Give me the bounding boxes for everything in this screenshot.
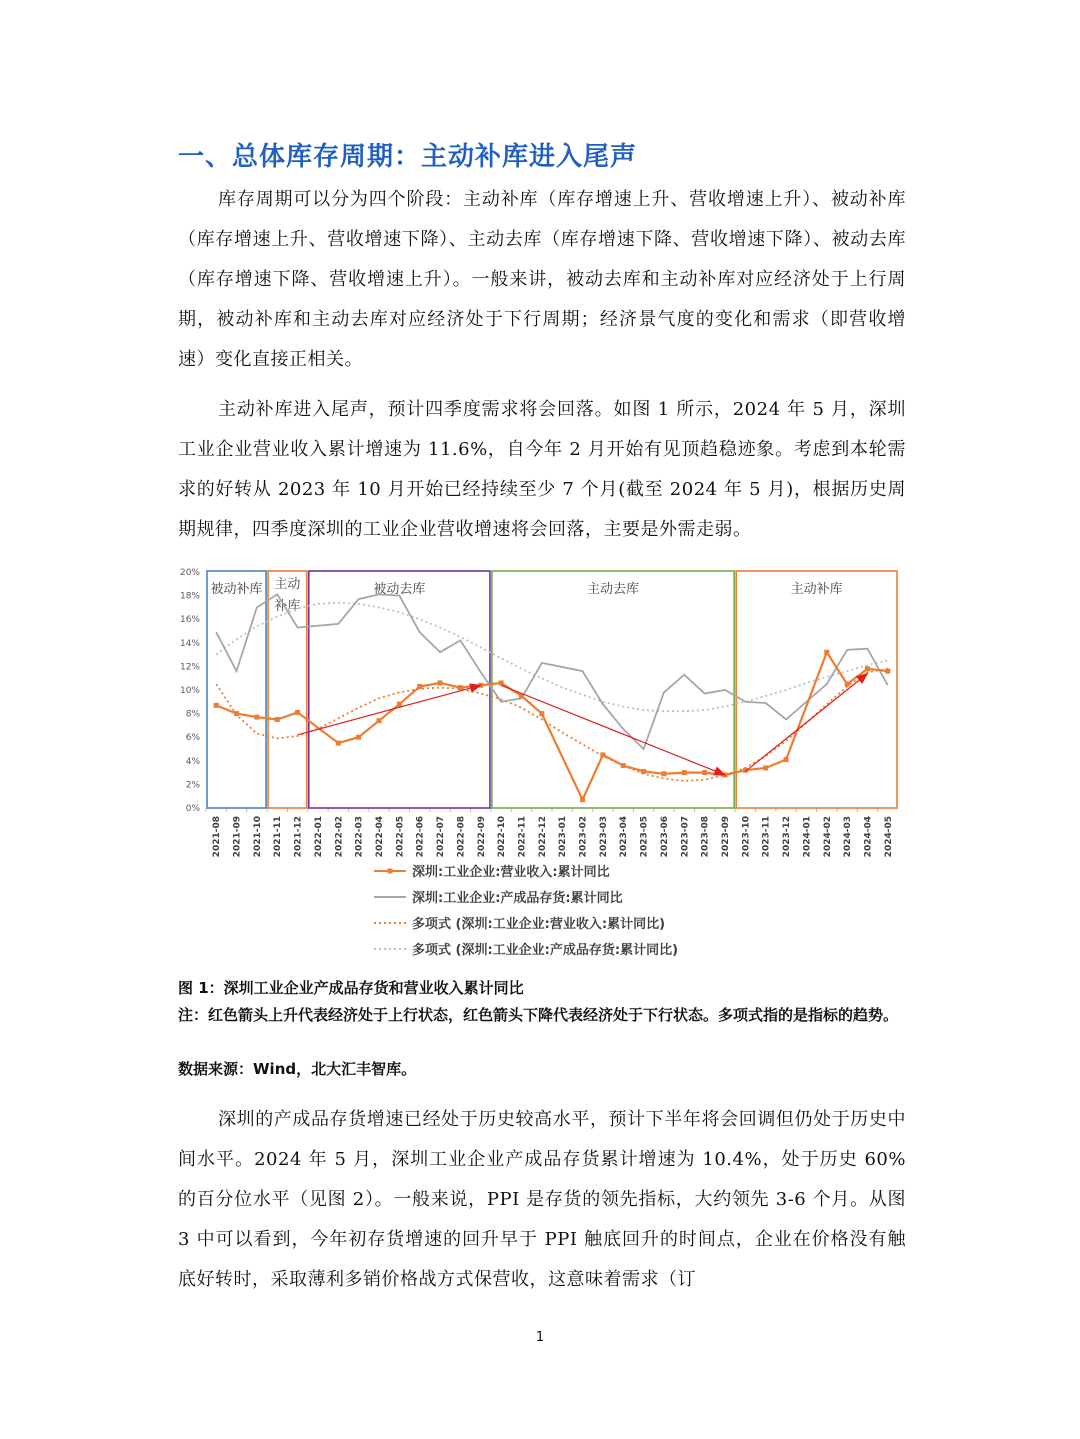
- revenue-point: [377, 718, 382, 723]
- x-tick-label: 2021-10: [252, 816, 263, 858]
- revenue-point: [702, 770, 707, 775]
- x-tick-label: 2023-04: [619, 816, 630, 858]
- revenue-point: [539, 711, 544, 716]
- revenue-point: [275, 717, 280, 722]
- x-tick-label: 2023-10: [741, 816, 752, 858]
- x-tick-label: 2022-06: [415, 816, 426, 858]
- phase-label: 被动补库: [210, 582, 263, 597]
- y-tick-label: 20%: [179, 568, 200, 578]
- x-tick-label: 2023-11: [761, 816, 772, 858]
- revenue-point: [356, 735, 361, 740]
- paragraph-inventory-level: 深圳的产成品存货增速已经处于历史较高水平，预计下半年将会回调但仍处于历史中间水平。2024 年 5 月，深圳工业企业产成品存货累计增速为 10.4%，处于历史 60%的百分位水平（见图 2）。一般来说，PPI 是存货的领先指标，大约领先 3-6 个月。从图 3 中可以看到，今年初存货增速的回升早于 PPI 触底回升的时间点，企业在价格没有触底好转时，采取薄利多销价格战方式保营收，这意味着需求（订: [178, 1109, 906, 1290]
- x-tick-label: 2021-08: [212, 816, 223, 858]
- x-tick-label: 2021-11: [273, 816, 284, 858]
- trend-arrow-up: [745, 673, 867, 771]
- x-tick-label: 2023-07: [680, 816, 691, 858]
- revenue-point: [600, 752, 605, 757]
- section-heading: 一、总体库存周期：主动补库进入尾声: [178, 142, 638, 172]
- revenue-point: [234, 711, 239, 716]
- revenue-point: [885, 669, 890, 674]
- x-tick-label: 2021-09: [232, 816, 243, 858]
- legend-label: 深圳:工业企业:营业收入:累计同比: [412, 865, 610, 880]
- phase-label: 主动: [274, 577, 301, 592]
- chart-figure-1: [176, 558, 906, 973]
- x-tick-label: 2022-08: [456, 816, 467, 858]
- revenue-point: [824, 650, 829, 655]
- revenue-point: [254, 715, 259, 720]
- legend-label: 多项式 (深圳:工业企业:产成品存货:累计同比): [412, 943, 679, 958]
- x-tick-label: 2023-08: [700, 816, 711, 858]
- phase-box: [736, 571, 897, 808]
- y-tick-label: 18%: [179, 591, 200, 602]
- revenue-line: [216, 652, 888, 800]
- revenue-point: [458, 685, 463, 690]
- x-tick-label: 2024-03: [843, 816, 854, 858]
- phase-label: 主动去库: [587, 582, 640, 597]
- y-tick-label: 10%: [179, 686, 200, 696]
- x-tick-label: 2022-01: [313, 816, 324, 858]
- trend-line-3: [216, 603, 888, 712]
- x-tick-label: 2022-07: [436, 816, 447, 858]
- figure-caption-note: 注：红色箭头上升代表经济处于上行状态，红色箭头下降代表经济处于下行状态。多项式指的是指标的趋势。: [178, 1006, 899, 1024]
- x-tick-label: 2022-02: [334, 816, 345, 858]
- x-tick-label: 2024-05: [883, 816, 894, 858]
- chart-svg: [176, 558, 906, 973]
- revenue-point: [295, 710, 300, 715]
- phase-label: 被动去库: [373, 582, 426, 597]
- phase-label: 主动补库: [790, 582, 843, 597]
- revenue-point: [438, 680, 443, 685]
- revenue-point: [621, 763, 626, 768]
- x-tick-label: 2022-05: [395, 816, 406, 858]
- phase-label: 补库: [274, 599, 301, 614]
- x-tick-label: 2023-12: [782, 816, 793, 858]
- revenue-point: [641, 769, 646, 774]
- x-tick-label: 2022-11: [517, 816, 528, 858]
- x-tick-label: 2023-05: [639, 816, 650, 858]
- x-tick-label: 2022-04: [375, 816, 385, 858]
- legend-label: 多项式 (深圳:工业企业:营业收入:累计同比): [412, 917, 666, 932]
- revenue-point: [845, 682, 850, 687]
- page-number: 1: [535, 1330, 545, 1345]
- revenue-point: [417, 684, 422, 689]
- x-tick-label: 2023-09: [721, 816, 731, 858]
- trend-arrow-down: [501, 685, 725, 775]
- x-tick-label: 2022-12: [537, 816, 548, 858]
- revenue-point: [865, 666, 870, 671]
- y-tick-label: 14%: [179, 638, 200, 649]
- revenue-point: [763, 765, 768, 770]
- y-tick-label: 12%: [179, 662, 200, 673]
- paragraph-demand-outlook: 主动补库进入尾声，预计四季度需求将会回落。如图 1 所示，2024 年 5 月，深圳工业企业营业收入累计增速为 11.6%，自今年 2 月开始有见顶趋稳迹象。考虑到本轮需求的好转从 2023 年 10 月开始已经持续至少 7 个月(截至 2024 年 5 月)，根据历史周期规律，四季度深圳的工业企业营收增速将会回落，主要是外需走弱。: [178, 399, 906, 540]
- y-tick-label: 16%: [179, 615, 200, 626]
- revenue-point: [336, 741, 341, 746]
- legend-label: 深圳:工业企业:产成品存货:累计同比: [412, 891, 623, 906]
- x-tick-label: 2024-01: [802, 816, 813, 858]
- revenue-point: [214, 703, 219, 708]
- trend-arrow-up: [298, 685, 481, 735]
- figure-caption-source: 数据来源：Wind，北大汇丰智库。: [178, 1060, 417, 1078]
- x-tick-label: 2021-12: [293, 816, 304, 858]
- x-tick-label: 2024-04: [863, 816, 874, 858]
- legend-marker: [388, 869, 393, 874]
- y-tick-label: 0%: [185, 804, 200, 814]
- y-tick-label: 2%: [185, 780, 200, 791]
- figure-caption-title: 图 1：深圳工业企业产成品存货和营业收入累计同比: [178, 979, 524, 997]
- x-tick-label: 2022-03: [354, 816, 365, 858]
- y-tick-label: 8%: [185, 709, 200, 720]
- x-tick-label: 2023-03: [598, 816, 609, 858]
- revenue-point: [723, 772, 728, 777]
- x-tick-label: 2022-10: [497, 816, 508, 858]
- x-tick-label: 2023-06: [659, 816, 670, 858]
- revenue-point: [682, 770, 687, 775]
- trend-line-2: [216, 669, 888, 781]
- y-tick-label: 4%: [185, 756, 200, 767]
- paragraph-inventory-cycle: 库存周期可以分为四个阶段：主动补库（库存增速上升、营收增速上升）、被动补库（库存增速上升、营收增速下降）、主动去库（库存增速下降、营收增速下降）、被动去库（库存增速下降、营收增速上升）。一般来讲，被动去库和主动补库对应经济处于上行周期，被动补库和主动去库对应经济处于下行周期；经济景气度的变化和需求（即营收增速）变化直接正相关。: [178, 189, 906, 370]
- revenue-point: [661, 771, 666, 776]
- revenue-point: [784, 757, 789, 762]
- y-tick-label: 6%: [185, 733, 200, 744]
- revenue-point: [397, 702, 402, 707]
- x-tick-label: 2024-02: [822, 816, 833, 858]
- revenue-point: [580, 797, 585, 802]
- x-tick-label: 2023-01: [558, 816, 569, 858]
- x-tick-label: 2023-02: [578, 816, 589, 858]
- x-tick-label: 2022-09: [476, 816, 487, 858]
- revenue-point: [499, 680, 504, 685]
